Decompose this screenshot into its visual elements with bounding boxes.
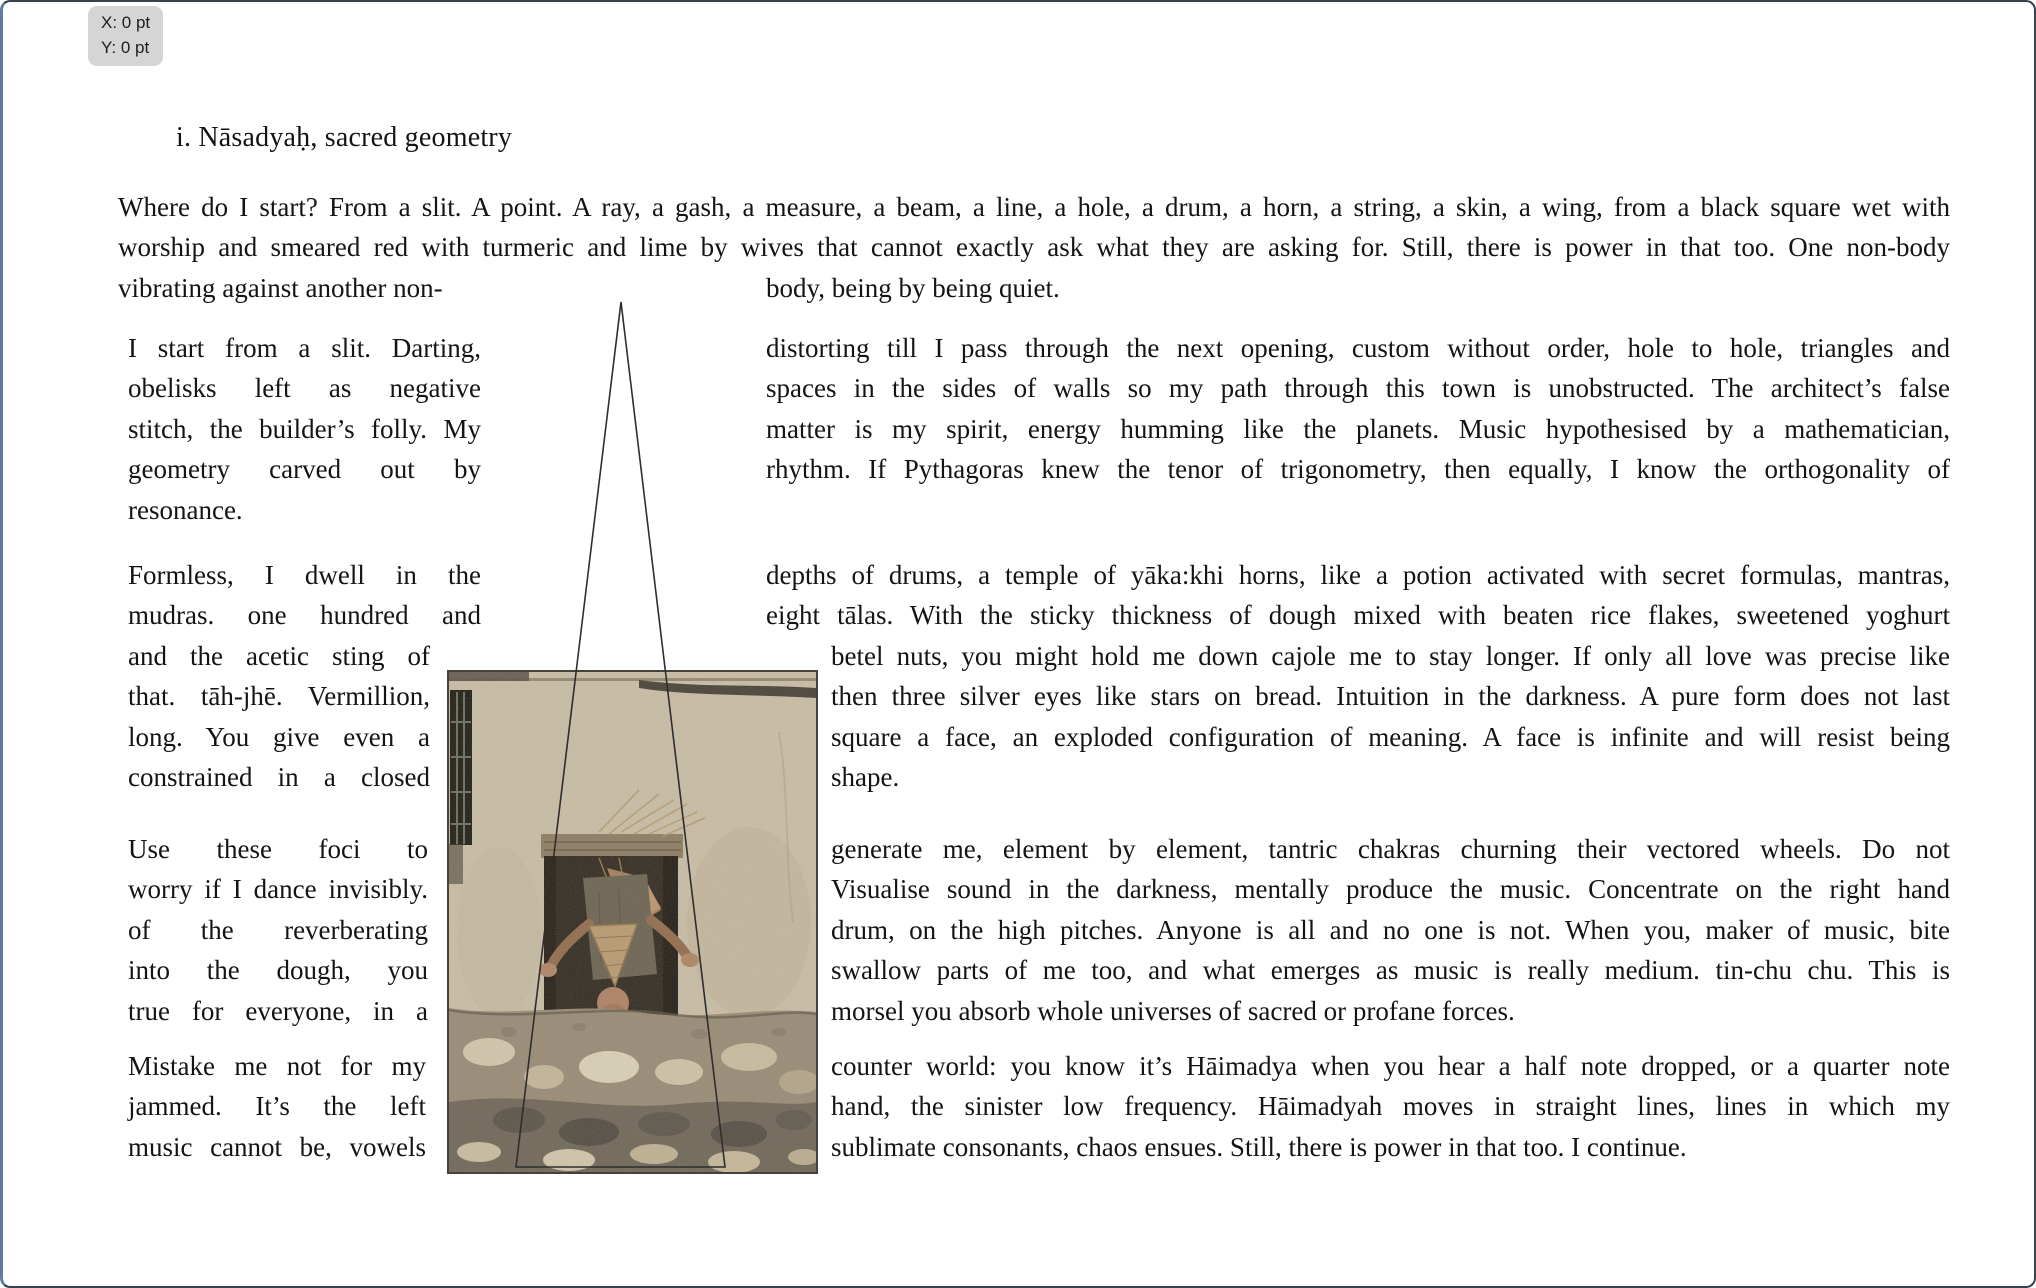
right-col-paragraph-2a: depths of drums, a temple of yāka:khi horns, like a potion activated with secret formulas, mantras, eight tālas. With the sticky thickness of dough mixed with beaten rice flakes, sweetened yoghurt bbox=[766, 560, 1950, 631]
intro-tail-right: body, being by being quiet. bbox=[766, 273, 1060, 303]
intro-paragraph: Where do I start? From a slit. A point. A ray, a gash, a measure, a beam, a line, a hole, a drum, a horn, a string, a skin, a wing, from a black square wet with worship and smeared red with turmeric and lime by wives that cannot exactly ask what they are asking for. Still, there is power in that too. One non-body bbox=[118, 192, 1950, 263]
right-col-paragraph-3: generate me, element by element, tantric chakras churning their vectored wheels. Do not Visualise sound in the darkness, mentally produce the music. Concentrate on the right hand drum, on the high pitches. Anyone is all and no one is not. When you, maker of music, bite swallow parts of me too, and what emerges as music is really medium. tin-chu chu. This is morsel you absorb whole universes of sacred or profane forces. bbox=[831, 834, 1950, 1026]
perspective-triangle-annotation bbox=[443, 294, 743, 1179]
coord-x-readout: X: 0 pt bbox=[101, 13, 151, 32]
left-col-paragraph-4: Mistake me not for my jammed. It’s the left music cannot be, vowels bbox=[128, 1051, 426, 1162]
left-col-paragraph-2b: and the acetic sting of that. tāh-jhē. Vermillion, long. You give even a constrained in a closed bbox=[128, 641, 430, 793]
right-col-paragraph-4: counter world: you know it’s Hāimadya when you hear a half note dropped, or a quarter note hand, the sinister low frequency. Hāimadyah moves in straight lines, lines in which my sublimate consonants, chaos ensues. Still, there is power in that too. I continue. bbox=[831, 1051, 1950, 1162]
cursor-coordinates-badge bbox=[88, 6, 163, 66]
right-col-paragraph-1: distorting till I pass through the next opening, custom without order, hole to hole, triangles and spaces in the sides of walls so my path through this town is unobstructed. The architect’s false matter is my spirit, energy humming like the planets. Music hypothesised by a mathematician, rhythm. If Pythagoras knew the tenor of trigonometry, then equally, I know the orthogonality of bbox=[766, 333, 1950, 485]
right-col-paragraph-2b: betel nuts, you might hold me down cajole me to stay longer. If only all love was precise like then three silver eyes like stars on bread. Intuition in the darkness. A pure form does not last square a face, an exploded configuration of meaning. A face is infinite and will resist being shape. bbox=[831, 641, 1950, 793]
coord-y-readout: Y: 0 pt bbox=[101, 37, 150, 57]
left-col-paragraph-2a: Formless, I dwell in the mudras. one hundred and bbox=[128, 560, 481, 631]
left-col-paragraph-3: Use these foci to worry if I dance invisibly. of the reverberating into the dough, you true for everyone, in a bbox=[128, 834, 428, 1026]
intro-tail-left: vibrating against another non- bbox=[118, 273, 443, 303]
left-col-paragraph-1: I start from a slit. Darting, obelisks left as negative stitch, the builder’s folly. My geometry carved out by resonance. bbox=[128, 333, 481, 525]
page-title: i. Nāsadyaḥ, sacred geometry bbox=[176, 122, 513, 153]
